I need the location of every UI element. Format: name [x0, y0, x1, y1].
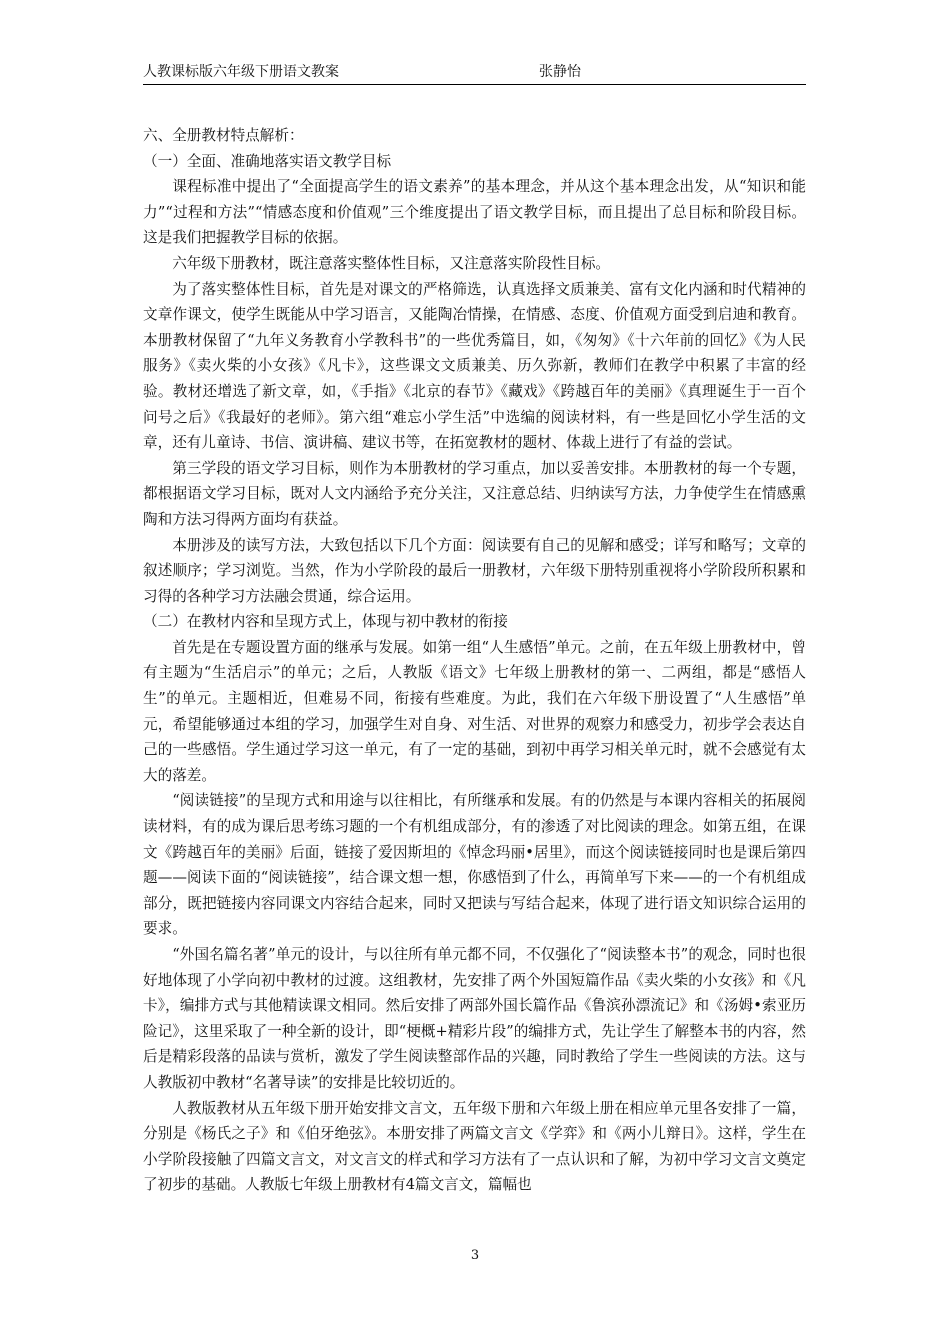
page-number: 3 — [470, 1248, 480, 1263]
subsection-title-2: （二）在教材内容和呈现方式上，体现与初中教材的衔接 — [143, 613, 508, 631]
paragraph-4: 第三学段的语文学习目标，则作为本册教材的学习重点，加以妥善安排。本册教材的每一个专题，都根据语文学习目标，既对人文内涵给予充分关注，又注意总结、归纳读写方法，力争使学生在情感熏陶和方法习得两方面均有获益。 — [143, 459, 806, 528]
paragraph-7: “阅读链接”的呈现方式和用途与以往相比，有所继承和发展。有的仍然是与本课内容相关的拓展阅读材料，有的成为课后思考练习题的一个有机组成部分，有的渗透了对比阅读的理念。如第五组，在课文《跨越百年的美丽》后面，链接了爱因斯坦的《悼念玛丽•居里》，而这个阅读链接同时也是课后第四题——阅读下面的“阅读链接”，结合课文想一想，你感悟到了什么，再简单写下来——的一个有机组成部分，既把链接内容同课文内容结合起来，同时又把读与写结合起来，体现了进行语文知识综合运用的要求。 — [143, 792, 806, 938]
header-author: 张静怡 — [539, 64, 581, 80]
header-course-title: 人教课标版六年级下册语文教案 — [143, 64, 339, 80]
paragraph-1: 课程标准中提出了“全面提高学生的语文素养”的基本理念，并从这个基本理念出发，从“知识和能力”“过程和方法”“情感态度和价值观”三个维度提出了语文教学目标，而且提出了总目标和阶段目标。这是我们把握教学目标的依据。 — [143, 178, 806, 247]
paragraph-2: 六年级下册教材，既注意落实整体性目标，又注意落实阶段性目标。 — [172, 254, 611, 272]
paragraph-9: 人教版教材从五年级下册开始安排文言文，五年级下册和六年级上册在相应单元里各安排了一篇，分别是《杨氏之子》和《伯牙绝弦》。本册安排了两篇文言文《学弈》和《两小儿辩日》。这样，学生在小学阶段接触了四篇文言文，对文言文的样式和学习方法有了一点认识和了解，为初中学习文言文奠定了初步的基础。人教版七年级上册教材有4篇文言文，篇幅也 — [143, 1099, 806, 1194]
paragraph-5: 本册涉及的读写方法，大致包括以下几个方面：阅读要有自己的见解和感受；详写和略写；文章的叙述顺序；学习浏览。当然，作为小学阶段的最后一册教材，六年级下册特别重视将小学阶段所积累和习得的各种学习方法融会贯通，综合运用。 — [143, 536, 806, 605]
paragraph-6: 首先是在专题设置方面的继承与发展。如第一组“人生感悟”单元。之前，在五年级上册教材中，曾有主题为“生活启示”的单元；之后，人教版《语文》七年级上册教材的第一、二两组，都是“感悟人生”的单元。主题相近，但难易不同，衔接有些难度。为此，我们在六年级下册设置了“人生感悟”单元，希望能够通过本组的学习，加强学生对自身、对生活、对世界的观察力和感受力，初步学会表达自己的一些感悟。学生通过学习这一单元，有了一定的基础，到初中再学习相关单元时，就不会感觉有太大的落差。 — [143, 638, 806, 784]
paragraph-3: 为了落实整体性目标，首先是对课文的严格筛选，认真选择文质兼美、富有文化内涵和时代精神的文章作课文，使学生既能从中学习语言，又能陶冶情操，在情感、态度、价值观方面受到启迪和教育。本册教材保留了“九年义务教育小学教科书”的一些优秀篇目，如，《匆匆》《十六年前的回忆》《为人民服务》《卖火柴的小女孩》《凡卡》，这些课文文质兼美、历久弥新，教师们在教学中积累了丰富的经验。教材还增选了新文章，如，《手指》《北京的春节》《藏戏》《跨越百年的美丽》《真理诞生于一百个问号之后》《我最好的老师》。第六组“难忘小学生活”中选编的阅读材料，有一些是回忆小学生活的文章，还有儿童诗、书信、演讲稿、建议书等，在拓宽教材的题材、体裁上进行了有益的尝试。 — [143, 280, 806, 452]
section-title: 六、全册教材特点解析： — [143, 127, 304, 144]
page-header — [143, 62, 806, 85]
subsection-title-1: （一）全面、准确地落实语文教学目标 — [143, 152, 392, 170]
paragraph-8: “外国名篇名著”单元的设计，与以往所有单元都不同，不仅强化了“阅读整本书”的观念，同时也很好地体现了小学向初中教材的过渡。这组教材，先安排了两个外国短篇作品《卖火柴的小女孩》和《凡卡》，编排方式与其他精读课文相同。然后安排了两部外国长篇作品《鲁滨孙漂流记》和《汤姆•索亚历险记》，这里采取了一种全新的设计，即“梗概+精彩片段”的编排方式，先让学生了解整本书的内容，然后是精彩段落的品读与赏析，激发了学生阅读整部作品的兴趣，同时教给了学生一些阅读的方法。这与人教版初中教材“名著导读”的安排是比较切近的。 — [143, 946, 806, 1091]
document-body — [143, 123, 806, 1198]
